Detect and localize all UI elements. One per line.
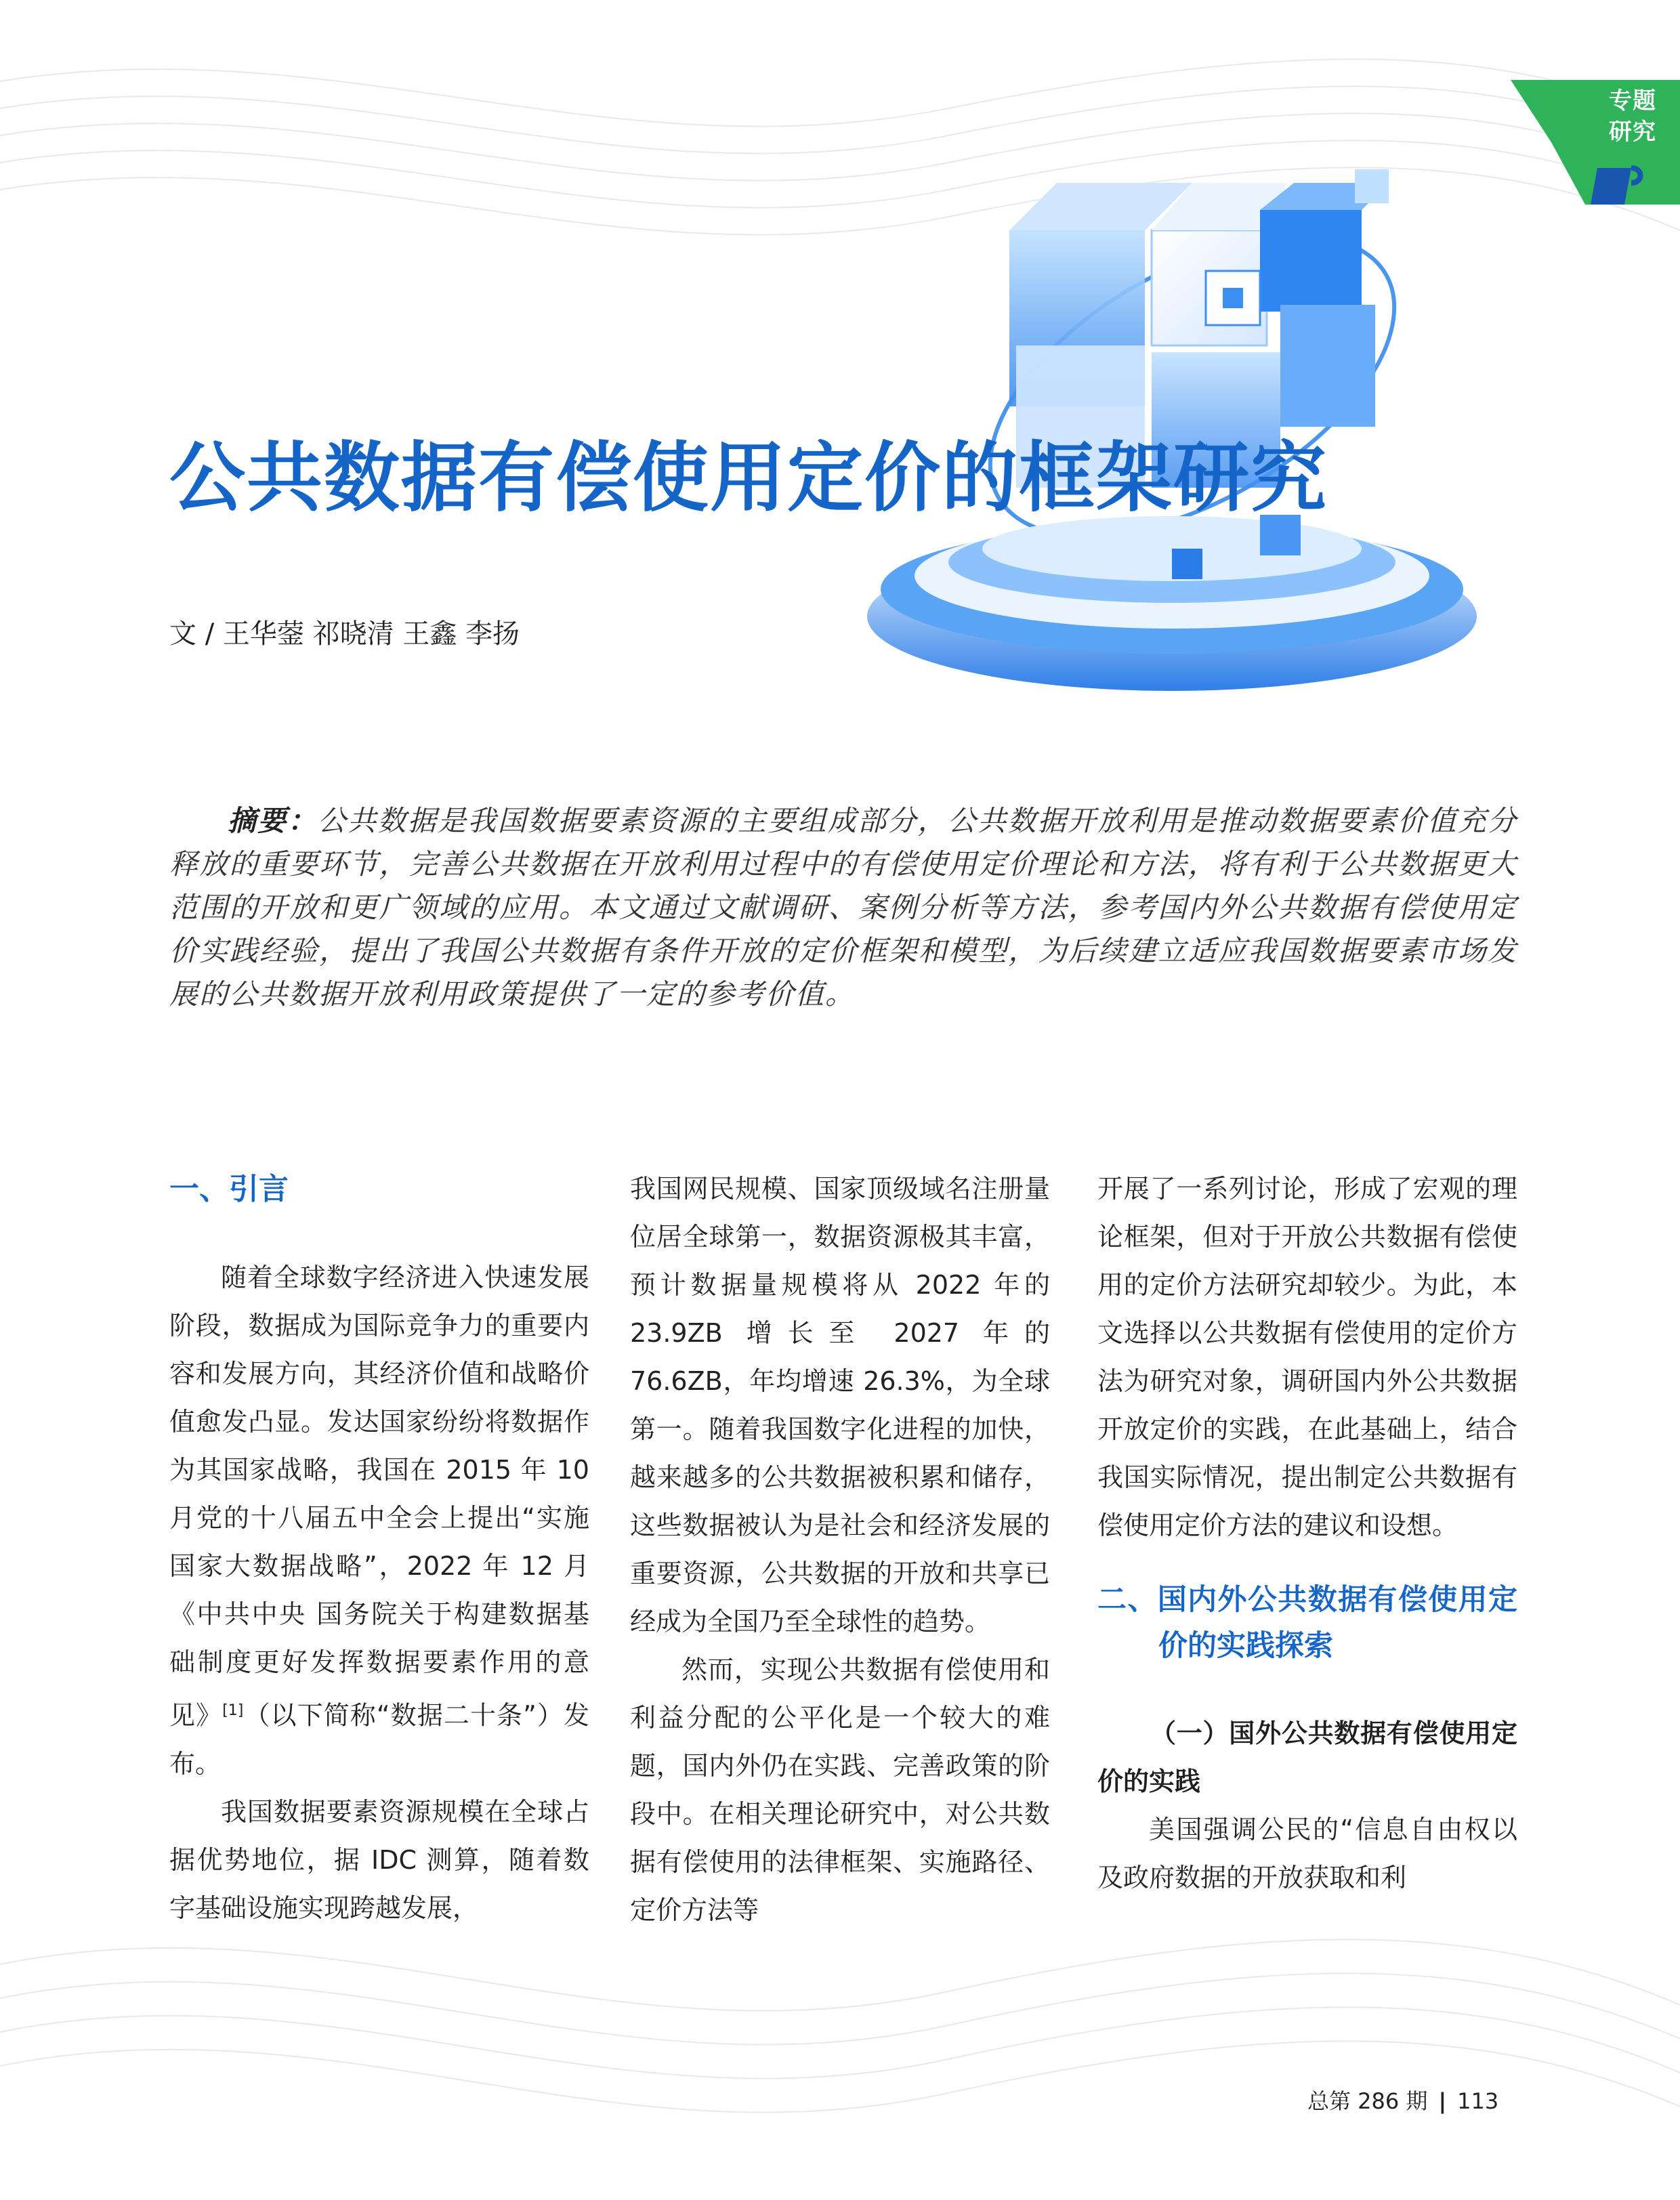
paragraph-continued: 开展了一系列讨论，形成了宏观的理论框架，但对于开放公共数据有偿使用的定价方法研究却较少。为此，本文选择以公共数据有偿使用的定价方法为研究对象，调研国内外公共数据开放定价的实践，在此基础上，结合我国实际情况，提出制定公共数据有偿使用定价方法的建议和设想。 [1097, 1174, 1517, 1540]
citation-ref: [1] [222, 1702, 244, 1719]
page-number: 113 [1457, 2088, 1499, 2114]
topic-badge-label: 专题 研究 [1609, 87, 1656, 146]
section-2-heading: 二、国内外公共数据有偿使用定价的实践探索 [1097, 1583, 1517, 1663]
paragraph: 我国数据要素资源规模在全球占据优势地位，据 IDC 测算，随着数字基础设施实现跨越发展， [169, 1796, 589, 1923]
paragraph [169, 1254, 589, 1788]
body-column-3 [1097, 1165, 1517, 1902]
abstract-text: 公共数据是我国数据要素资源的主要组成部分，公共数据开放利用是推动数据要素价值充分释放的重要环节，完善公共数据在开放利用过程中的有偿使用定价理论和方法，将有利于公共数据更大范围的开放和更广领域的应用。本文通过文献调研、案例分析等方法，参考国内外公共数据有偿使用定价实践经验，提出了我国公共数据有条件开放的定价框架和模型，为后续建立适应我国数据要素市场发展的公共数据开放利用政策提供了一定的参考价值。 [169, 804, 1517, 1011]
section-1-heading: 一、引言 [169, 1172, 289, 1206]
paragraph-part: （以下简称“数据二十条”）发布。 [169, 1700, 589, 1779]
paragraph: 然而，实现公共数据有偿使用和利益分配的公平化是一个较大的难题，国内外仍在实践、完善政策的阶段中。在相关理论研究中，对公共数据有偿使用的法律框架、实施路径、定价方法等 [630, 1655, 1050, 1925]
paragraph-part: 随着全球数字经济进入快速发展阶段，数据成为国际竞争力的重要内容和发展方向，其经济价值和战略价值愈发凸显。发达国家纷纷将数据作为其国家战略，我国在 2015 年 10 月党的十八届五中全会上提出“实施国家大数据战略”，2022 年 12 月《中共中央 国务院关于构建数据基础制度更好发挥数据要素作用的意见》 [169, 1263, 589, 1731]
paragraph: 美国强调公民的“信息自由权以及政府数据的开放获取和利 [1097, 1815, 1517, 1892]
abstract [169, 799, 1517, 1016]
subsection-heading: （一）国外公共数据有偿使用定价的实践 [1097, 1718, 1517, 1796]
abstract-label: 摘要： [228, 804, 318, 837]
article-authors: 文 / 王华蓥 祁晓清 王鑫 李扬 [169, 618, 520, 650]
data-cube-illustration [854, 129, 1531, 732]
footer-separator: | [1438, 2088, 1447, 2114]
page-footer [1307, 2086, 1498, 2116]
issue-number: 总第 286 期 [1307, 2088, 1428, 2114]
article-title: 公共数据有偿使用定价的框架研究 [169, 434, 1328, 522]
paragraph-continued: 我国网民规模、国家顶级域名注册量位居全球第一，数据资源极其丰富，预计数据量规模将从 2022 年的 23.9ZB 增长至 2027 年的 76.6ZB，年均增速 26.3%，为全球第一。随着我国数字化进程的加快，越来越多的公共数据被积累和储存，这些数据被认为是社会和经济发展的重要资源，公共数据的开放和共享已经成为全国乃至全球性的趋势。 [630, 1174, 1050, 1636]
body-column-2 [630, 1165, 1050, 1934]
body-column-1 [169, 1165, 589, 1932]
